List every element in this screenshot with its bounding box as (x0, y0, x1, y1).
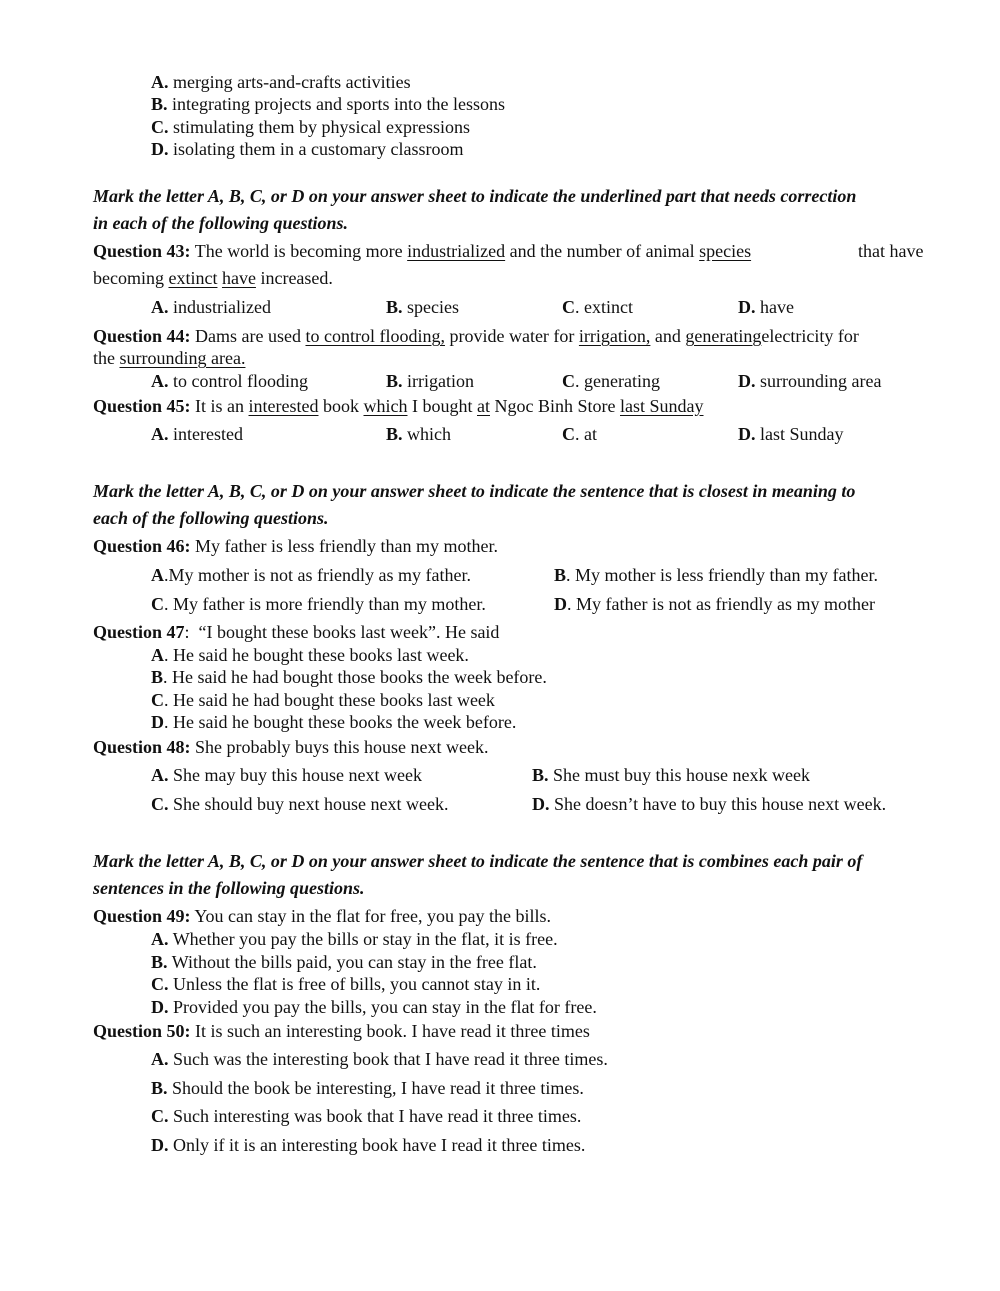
option-letter: A. (151, 72, 169, 92)
instruction-meaning-line2: each of the following questions. (93, 508, 329, 528)
option-text: She must buy this house nexk week (553, 765, 810, 785)
underlined-part: have (221, 268, 256, 288)
question-text: It is an (195, 396, 245, 416)
option-text: Without the bills paid, you can stay in the free flat. (171, 952, 537, 972)
option-letter: D. (151, 1135, 169, 1155)
question-label: Question 46: (93, 536, 191, 556)
question-text: It is such an interesting book. I have read it three times (195, 1021, 590, 1041)
q48-option-d (532, 793, 886, 815)
question-text: becoming (93, 268, 164, 288)
q50-option-a (151, 1048, 608, 1070)
q49-option-d (151, 996, 597, 1018)
question-label: Question 44: (93, 326, 191, 346)
option-letter: D. (151, 997, 169, 1017)
option-letter: A. (151, 929, 169, 949)
option-text: species (407, 297, 459, 317)
q43-option-b (386, 296, 459, 318)
instruction-error-line2: in each of the following questions. (93, 213, 349, 233)
question-text: provide water for (449, 326, 575, 346)
question-44-line2 (93, 347, 245, 369)
option-text: surrounding area (760, 371, 882, 391)
question-43-line1-end: that have (858, 241, 924, 261)
option-text: irrigation (407, 371, 474, 391)
option-letter: D (554, 594, 567, 614)
option-text: have (760, 297, 794, 317)
option-text: isolating them in a customary classroom (173, 139, 464, 159)
q49-option-b (151, 951, 537, 973)
option-letter: D. (532, 794, 550, 814)
question-44-line1 (93, 325, 859, 347)
q46-option-d (554, 593, 875, 615)
underlined-part: generating (685, 326, 762, 346)
q44-option-d (738, 370, 881, 392)
option-text: . generating (575, 371, 660, 391)
option-letter: C (151, 690, 164, 710)
option-letter: A (151, 565, 164, 585)
question-43-line2 (93, 267, 333, 289)
option-text: stimulating them by physical expressions (173, 117, 470, 137)
option-text: .My mother is not as friendly as my father. (164, 565, 471, 585)
q47-option-b (151, 666, 547, 688)
instruction-meaning-line1: Mark the letter A, B, C, or D on your answer sheet to indicate the sentence that is closest in meaning to (93, 481, 856, 501)
option-letter: D (151, 712, 164, 732)
q44-option-b (386, 370, 474, 392)
option-letter: D. (738, 297, 756, 317)
intro-option-d (151, 138, 463, 160)
option-letter: A. (151, 297, 169, 317)
question-text: : “I bought these books last week”. He said (184, 622, 500, 642)
question-text: The world is becoming more (194, 241, 403, 261)
option-text: last Sunday (760, 424, 844, 444)
option-letter: B. (386, 371, 403, 391)
q44-option-c (562, 370, 660, 392)
q48-option-c (151, 793, 448, 815)
option-text: . My father is not as friendly as my mother (567, 594, 875, 614)
option-text: She may buy this house next week (173, 765, 422, 785)
option-letter: B. (386, 297, 403, 317)
option-text: Such was the interesting book that I have read it three times. (173, 1049, 608, 1069)
question-label: Question 49: (93, 906, 191, 926)
q50-option-d (151, 1134, 585, 1156)
underlined-part: species (699, 241, 752, 261)
q50-option-b (151, 1077, 584, 1099)
q43-option-d (738, 296, 794, 318)
question-text: You can stay in the flat for free, you pay the bills. (194, 906, 551, 926)
option-text: Such interesting was book that I have read it three times. (173, 1106, 582, 1126)
option-text: Only if it is an interesting book have I read it three times. (173, 1135, 586, 1155)
option-letter: A (151, 645, 164, 665)
option-letter: D. (151, 139, 169, 159)
option-text: . He said he had bought those books the week before. (163, 667, 547, 687)
q45-option-a (151, 423, 243, 445)
underlined-part: which (363, 396, 408, 416)
instruction-combine-line2: sentences in the following questions. (93, 878, 365, 898)
underlined-part: interested (248, 396, 319, 416)
question-45-line1 (93, 395, 704, 417)
question-label: Question 45: (93, 396, 191, 416)
q48-option-b (532, 764, 810, 786)
question-label: Question 47 (93, 622, 185, 642)
option-text: Provided you pay the bills, you can stay in the flat for free. (173, 997, 597, 1017)
q49-option-a (151, 928, 558, 950)
question-label: Question 48: (93, 737, 191, 757)
underlined-part: last Sunday (620, 396, 704, 416)
option-letter: C (562, 424, 575, 444)
question-text: and the number of animal (509, 241, 695, 261)
instruction-combine-line1: Mark the letter A, B, C, or D on your answer sheet to indicate the sentence that is combines each pair of (93, 851, 863, 871)
option-letter: D. (738, 371, 756, 391)
option-text: to control flooding (173, 371, 308, 391)
question-text: I bought (412, 396, 473, 416)
q49-option-c (151, 973, 540, 995)
option-letter: C. (151, 117, 169, 137)
q45-option-b (386, 423, 451, 445)
option-text: . He said he had bought these books last week (164, 690, 495, 710)
q44-option-a (151, 370, 308, 392)
option-letter: C. (151, 794, 169, 814)
intro-option-c (151, 116, 470, 138)
option-letter: C (151, 594, 164, 614)
question-text: She probably buys this house next week. (195, 737, 489, 757)
question-text: increased. (260, 268, 333, 288)
question-46 (93, 535, 498, 557)
option-letter: C. (151, 974, 169, 994)
question-43-line1 (93, 240, 751, 262)
underlined-part: surrounding area. (119, 348, 246, 368)
option-letter: C. (151, 1106, 169, 1126)
underlined-part: extinct (168, 268, 218, 288)
q43-option-a (151, 296, 271, 318)
option-text: which (407, 424, 452, 444)
option-text: . He said he bought these books last week. (164, 645, 469, 665)
option-letter: A. (151, 371, 169, 391)
option-letter: B (151, 667, 164, 687)
option-text: interested (173, 424, 243, 444)
q46-option-c (151, 593, 486, 615)
instruction-error-line1: Mark the letter A, B, C, or D on your answer sheet to indicate the underlined part that needs correction (93, 186, 857, 206)
option-text: . My mother is less friendly than my father. (566, 565, 878, 585)
option-text: . My father is more friendly than my mother. (164, 594, 486, 614)
question-text: Dams are used (195, 326, 301, 346)
question-49 (93, 905, 551, 927)
question-50 (93, 1020, 590, 1042)
option-letter: A. (151, 424, 169, 444)
option-letter: B. (386, 424, 403, 444)
question-text: book (323, 396, 359, 416)
question-text: electricity for (761, 326, 859, 346)
option-letter: C (562, 371, 575, 391)
intro-option-b (151, 93, 505, 115)
option-letter: B. (151, 952, 168, 972)
q50-option-c (151, 1105, 581, 1127)
option-text: Should the book be interesting, I have read it three times. (172, 1078, 584, 1098)
q43-option-c (562, 296, 633, 318)
q48-option-a (151, 764, 422, 786)
option-text: . extinct (575, 297, 633, 317)
option-letter: C (562, 297, 575, 317)
option-letter: B (554, 565, 567, 585)
underlined-part: irrigation, (578, 326, 651, 346)
option-letter: A. (151, 765, 169, 785)
question-text: and (654, 326, 681, 346)
option-text: She should buy next house next week. (173, 794, 449, 814)
intro-option-a (151, 71, 411, 93)
underlined-part: industrialized (407, 241, 506, 261)
option-text: She doesn’t have to buy this house next week. (554, 794, 887, 814)
q46-option-b (554, 564, 878, 586)
question-text: Ngoc Binh Store (494, 396, 616, 416)
option-letter: B. (151, 1078, 168, 1098)
q47-option-a (151, 644, 469, 666)
question-47 (93, 621, 499, 643)
option-letter: A. (151, 1049, 169, 1069)
option-letter: B. (532, 765, 549, 785)
question-text: My father is less friendly than my mother. (195, 536, 498, 556)
q47-option-d (151, 711, 516, 733)
q45-option-d (738, 423, 844, 445)
option-text: . He said he bought these books the week before. (164, 712, 517, 732)
underlined-part: to control flooding, (305, 326, 445, 346)
underlined-part: at (477, 396, 490, 416)
option-text: integrating projects and sports into the lessons (172, 94, 505, 114)
option-text: industrialized (173, 297, 271, 317)
option-text: merging arts-and-crafts activities (173, 72, 411, 92)
option-text: Whether you pay the bills or stay in the flat, it is free. (172, 929, 558, 949)
option-text: . at (575, 424, 597, 444)
option-letter: D. (738, 424, 756, 444)
q46-option-a (151, 564, 471, 586)
q45-option-c (562, 423, 597, 445)
question-label: Question 50: (93, 1021, 191, 1041)
option-text: Unless the flat is free of bills, you cannot stay in it. (173, 974, 541, 994)
q47-option-c (151, 689, 495, 711)
question-label: Question 43: (93, 241, 191, 261)
question-48 (93, 736, 488, 758)
question-text: the (93, 348, 115, 368)
option-letter: B. (151, 94, 168, 114)
